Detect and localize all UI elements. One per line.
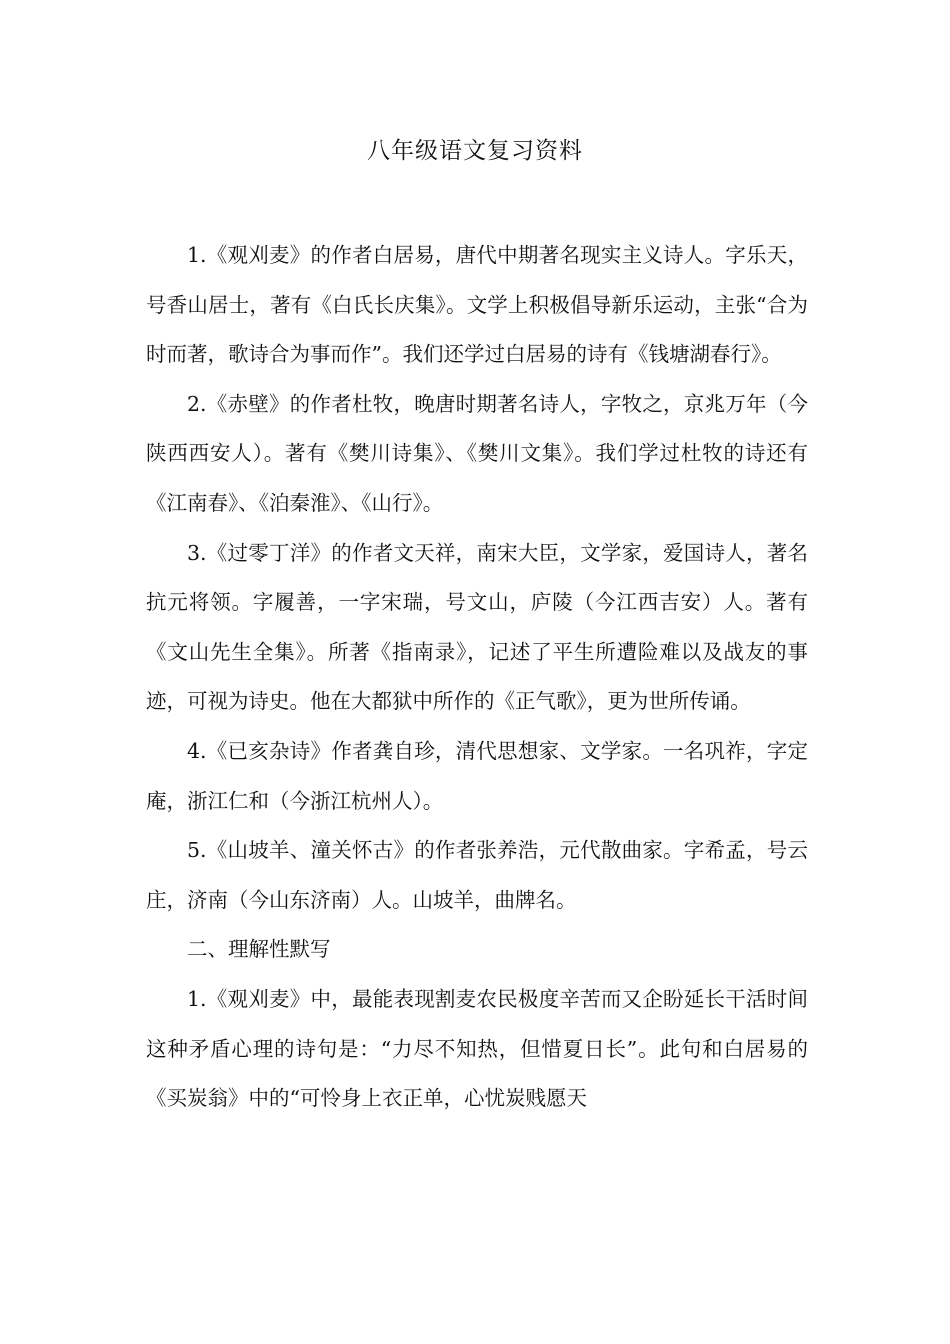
paragraph-dictation-item-1: 1.《观刈麦》中，最能表现割麦农民极度辛苦而又企盼延长干活时间这种矛盾心理的诗句是：“力尽不知热，但惜夏日长”。此句和白居易的《买炭翁》中的“可怜身上衣正单，心忧炭贱愿天 bbox=[146, 986, 808, 1111]
paragraph-author-zhang-yanghao: 5.《山坡羊、潼关怀古》的作者张养浩，元代散曲家。字希孟，号云庄，济南（今山东济南）人。山坡羊，曲牌名。 bbox=[146, 838, 808, 912]
paragraph-author-gong-zizhen: 4.《已亥杂诗》作者龚自珍，清代思想家、文学家。一名巩祚，字定庵，浙江仁和（今浙江杭州人）。 bbox=[146, 738, 808, 813]
paragraph-author-bai-juyi: 1.《观刈麦》的作者白居易，唐代中期著名现实主义诗人。字乐天，号香山居士，著有《白氏长庆集》。文学上积极倡导新乐运动，主张“合为时而著，歌诗合为事而作”。我们还学过白居易的诗有《钱塘湖春行》。 bbox=[146, 243, 808, 367]
document-body bbox=[146, 231, 808, 1124]
document-title: 八年级语文复习资料 bbox=[367, 138, 583, 164]
section-heading-comprehension-dictation: 二、理解性默写 bbox=[187, 937, 331, 962]
paragraph-author-wen-tianxiang: 3.《过零丁洋》的作者文天祥，南宋大臣，文学家，爱国诗人，著名抗元将领。字履善，一字宋瑞，号文山，庐陵（今江西吉安）人。著有《文山先生全集》。所著《指南录》，记述了平生所遭险难以及战友的事迹，可视为诗史。他在大都狱中所作的《正气歌》，更为世所传诵。 bbox=[146, 540, 808, 714]
paragraph-author-du-mu: 2.《赤壁》的作者杜牧，晚唐时期著名诗人，字牧之，京兆万年（今陕西西安人）。著有《樊川诗集》、《樊川文集》。我们学过杜牧的诗还有《江南春》、《泊秦淮》、《山行》。 bbox=[146, 391, 808, 515]
